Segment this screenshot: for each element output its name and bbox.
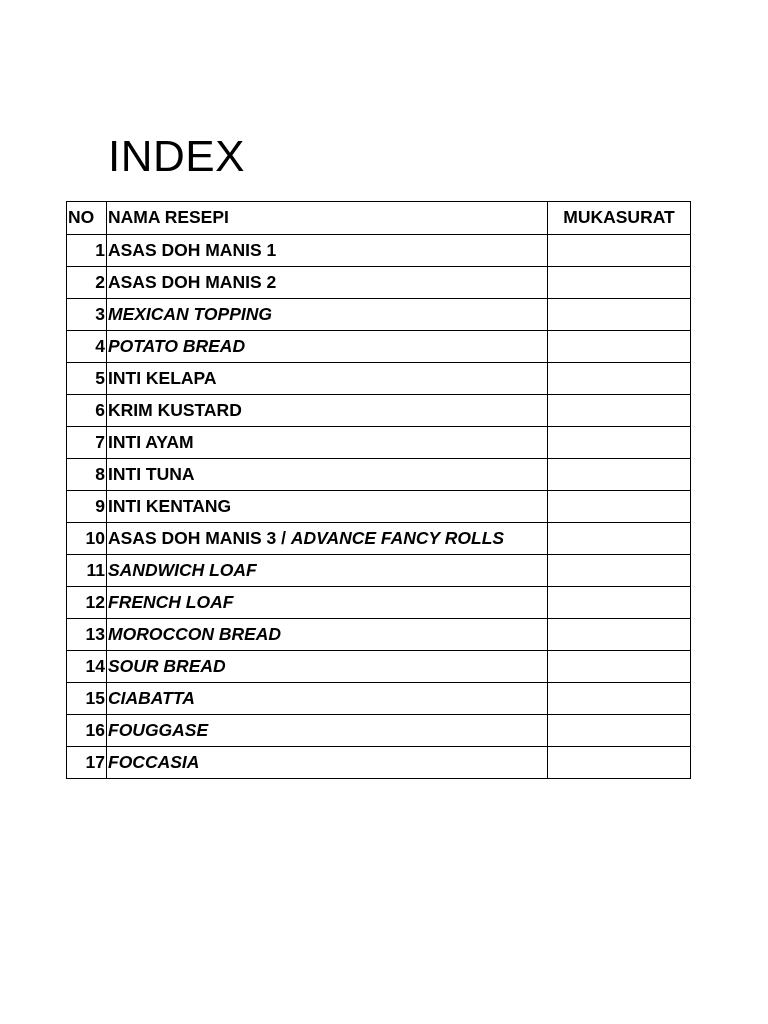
recipe-name-italic-text: ADVANCE FANCY ROLLS <box>290 528 505 548</box>
table-row <box>67 363 691 395</box>
recipe-name <box>107 235 548 267</box>
recipe-name <box>107 587 548 619</box>
row-number: 3 <box>67 299 107 331</box>
recipe-name <box>107 715 548 747</box>
row-number: 14 <box>67 651 107 683</box>
recipe-name <box>107 267 548 299</box>
page-number-cell <box>548 619 691 651</box>
recipe-name-italic-text: FOCCASIA <box>108 752 200 772</box>
table-row <box>67 395 691 427</box>
recipe-name <box>107 651 548 683</box>
recipe-name <box>107 491 548 523</box>
page-number-cell <box>548 491 691 523</box>
table-body <box>67 235 691 779</box>
table-row <box>67 555 691 587</box>
recipe-name <box>107 427 548 459</box>
recipe-name <box>107 363 548 395</box>
recipe-name-italic-text: POTATO BREAD <box>108 336 246 356</box>
row-number: 2 <box>67 267 107 299</box>
page-number-cell <box>548 747 691 779</box>
recipe-name-italic-text: FOUGGASE <box>108 720 209 740</box>
recipe-name-italic-text: CIABATTA <box>108 688 195 708</box>
table-row <box>67 267 691 299</box>
page-number-cell <box>548 427 691 459</box>
table-row <box>67 715 691 747</box>
page-number-cell <box>548 299 691 331</box>
row-number: 15 <box>67 683 107 715</box>
page-number-cell <box>548 683 691 715</box>
page-number-cell <box>548 235 691 267</box>
recipe-name-italic-text: FRENCH LOAF <box>108 592 234 612</box>
recipe-name-italic-text: MEXICAN TOPPING <box>108 304 273 324</box>
row-number: 12 <box>67 587 107 619</box>
recipe-name-text: KRIM KUSTARD <box>108 400 242 420</box>
page-number-cell <box>548 363 691 395</box>
table-row <box>67 491 691 523</box>
column-header-no: NO <box>67 202 107 235</box>
table-row <box>67 427 691 459</box>
row-number: 10 <box>67 523 107 555</box>
row-number: 9 <box>67 491 107 523</box>
row-number: 17 <box>67 747 107 779</box>
row-number: 6 <box>67 395 107 427</box>
row-number: 5 <box>67 363 107 395</box>
table-row <box>67 523 691 555</box>
table-row <box>67 299 691 331</box>
recipe-name <box>107 395 548 427</box>
table-header-row <box>67 202 691 235</box>
recipe-name-text: ASAS DOH MANIS 2 <box>108 272 277 292</box>
table-row <box>67 683 691 715</box>
recipe-name-text: INTI TUNA <box>108 464 195 484</box>
recipe-name-italic-text: SOUR BREAD <box>108 656 226 676</box>
recipe-name <box>107 747 548 779</box>
table-row <box>67 331 691 363</box>
table-row <box>67 587 691 619</box>
column-header-page: MUKASURAT <box>548 202 691 235</box>
row-number: 7 <box>67 427 107 459</box>
page-number-cell <box>548 651 691 683</box>
recipe-name-italic-text: MOROCCON BREAD <box>108 624 282 644</box>
page-number-cell <box>548 395 691 427</box>
table-row <box>67 459 691 491</box>
table-row <box>67 619 691 651</box>
page-number-cell <box>548 459 691 491</box>
recipe-name <box>107 523 548 555</box>
recipe-name-text: ASAS DOH MANIS 3 / <box>108 528 291 548</box>
recipe-name-text: INTI AYAM <box>108 432 194 452</box>
row-number: 13 <box>67 619 107 651</box>
row-number: 1 <box>67 235 107 267</box>
page-number-cell <box>548 587 691 619</box>
recipe-name-text: ASAS DOH MANIS 1 <box>108 240 277 260</box>
page-title: INDEX <box>108 132 245 181</box>
page-number-cell <box>548 331 691 363</box>
table-row <box>67 651 691 683</box>
table-row <box>67 747 691 779</box>
recipe-name <box>107 683 548 715</box>
page-number-cell <box>548 715 691 747</box>
row-number: 8 <box>67 459 107 491</box>
recipe-name-text: INTI KENTANG <box>108 496 232 516</box>
row-number: 11 <box>67 555 107 587</box>
page-number-cell <box>548 523 691 555</box>
column-header-recipe-name: NAMA RESEPI <box>107 202 548 235</box>
page-number-cell <box>548 267 691 299</box>
recipe-name-italic-text: SANDWICH LOAF <box>108 560 257 580</box>
recipe-name-text: INTI KELAPA <box>108 368 217 388</box>
recipe-name <box>107 619 548 651</box>
row-number: 4 <box>67 331 107 363</box>
recipe-name <box>107 459 548 491</box>
recipe-name <box>107 299 548 331</box>
recipe-index-table <box>66 201 691 779</box>
table-row <box>67 235 691 267</box>
recipe-name <box>107 331 548 363</box>
recipe-name <box>107 555 548 587</box>
page-number-cell <box>548 555 691 587</box>
row-number: 16 <box>67 715 107 747</box>
